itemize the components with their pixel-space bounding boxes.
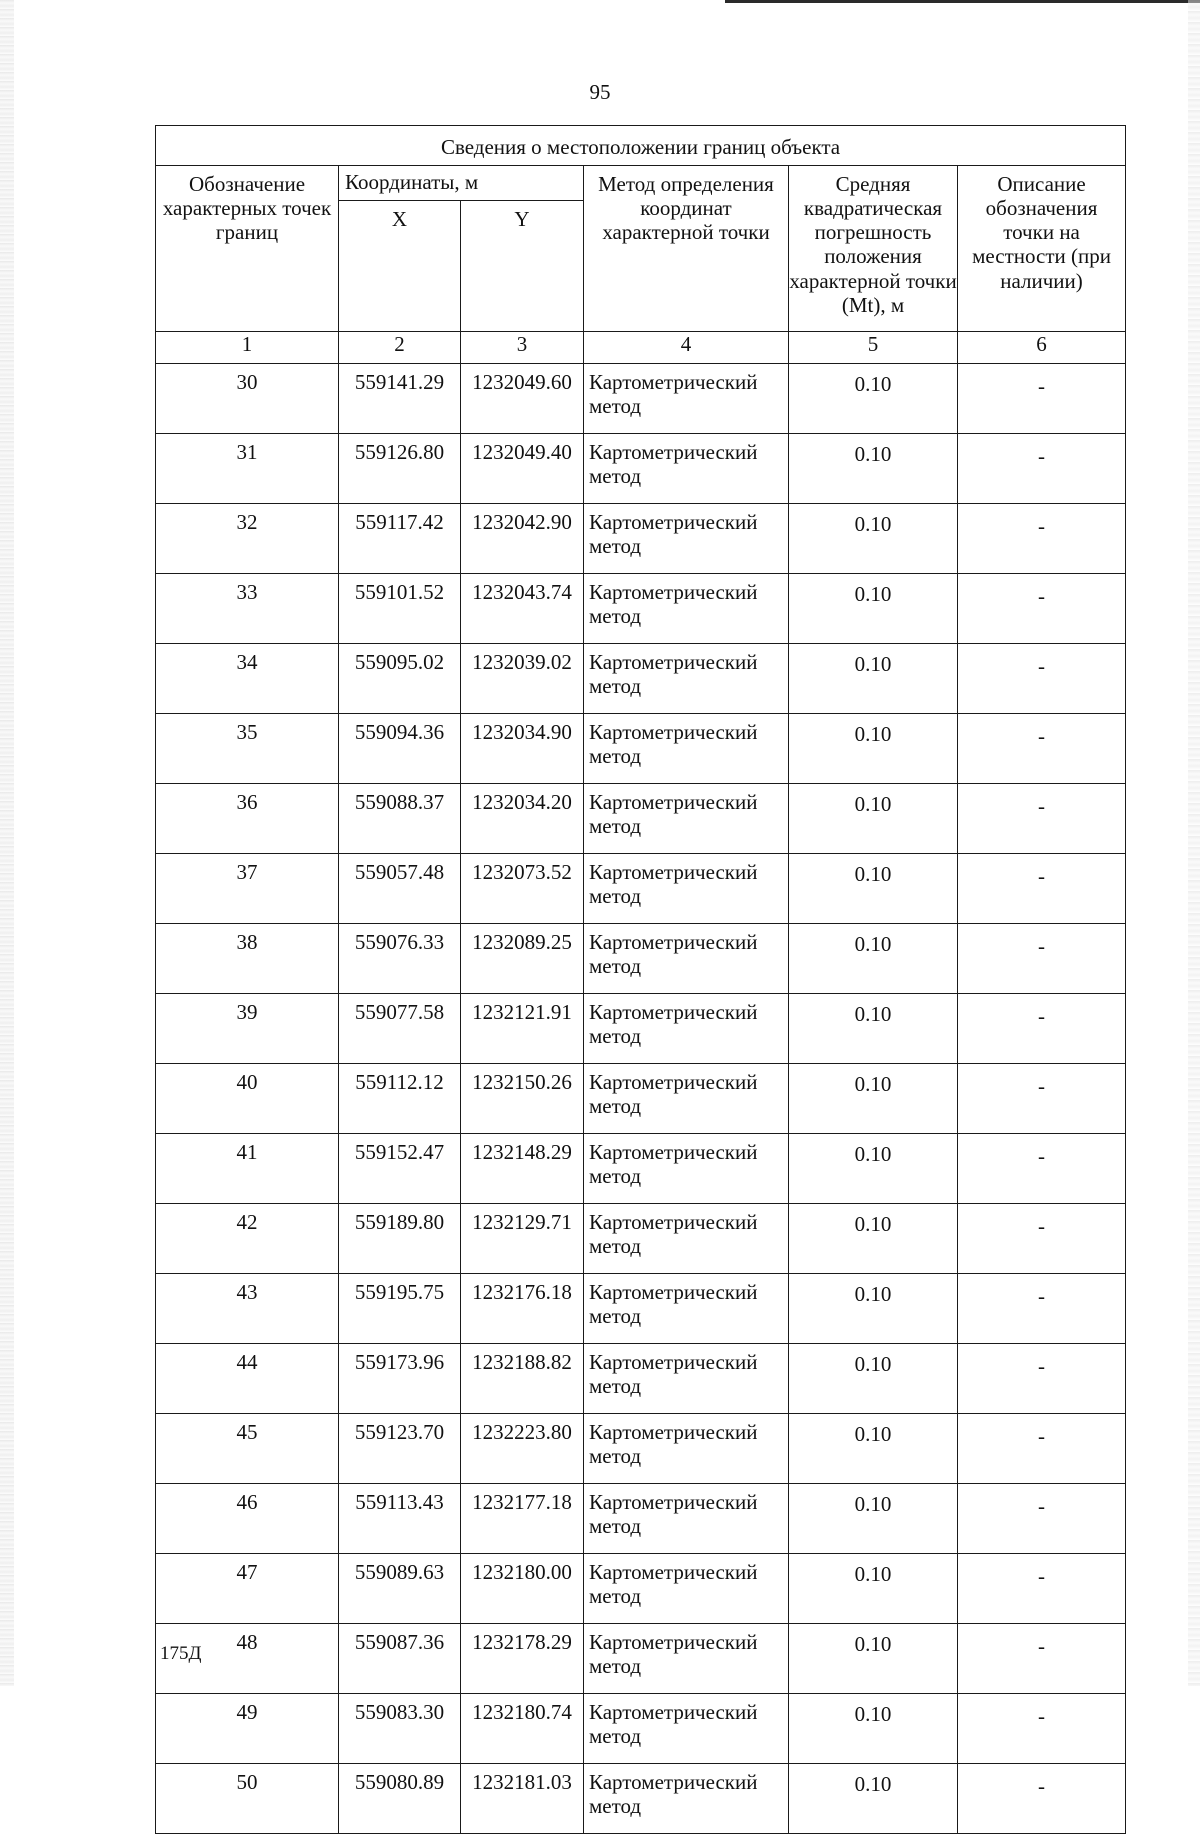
x-coordinate-cell: 559088.37 [339, 784, 461, 854]
table-row [156, 1134, 1126, 1204]
header-coordinates: Координаты, м [339, 166, 584, 201]
column-number: 3 [461, 332, 584, 364]
method-cell [584, 1554, 789, 1624]
method-cell [584, 1064, 789, 1134]
point-cell: 38 [156, 924, 339, 994]
point-cell: 44 [156, 1344, 339, 1414]
x-coordinate-cell: 559083.30 [339, 1694, 461, 1764]
x-coordinate-cell: 559057.48 [339, 854, 461, 924]
x-coordinate-cell: 559126.80 [339, 434, 461, 504]
description-cell: - [958, 1554, 1126, 1624]
error-cell: 0.10 [789, 1414, 958, 1484]
method-line-2: метод [589, 464, 642, 489]
table-row [156, 714, 1126, 784]
description-cell: - [958, 1764, 1126, 1834]
table-body [156, 126, 1126, 1834]
method-line-1: Картометрический [589, 1000, 758, 1024]
description-cell: - [958, 1204, 1126, 1274]
method-line-2: метод [589, 1584, 642, 1609]
method-cell [584, 1764, 789, 1834]
method-line-1: Картометрический [589, 1770, 758, 1794]
point-cell: 36 [156, 784, 339, 854]
method-line-1: Картометрический [589, 510, 758, 534]
method-line-2: метод [589, 1724, 642, 1749]
method-cell [584, 854, 789, 924]
header-y: Y [461, 201, 584, 332]
x-coordinate-cell: 559173.96 [339, 1344, 461, 1414]
header-error: Средняя квадратическая погрешность положения характерной точки (Mt), м [789, 166, 958, 332]
description-cell: - [958, 1064, 1126, 1134]
y-coordinate-cell: 1232188.82 [461, 1344, 584, 1414]
scan-left-edge-noise [0, 0, 14, 1686]
point-cell: 49 [156, 1694, 339, 1764]
x-coordinate-cell: 559112.12 [339, 1064, 461, 1134]
method-line-1: Картометрический [589, 930, 758, 954]
boundary-coordinates-table [155, 125, 1126, 1834]
method-cell [584, 1344, 789, 1414]
y-coordinate-cell: 1232042.90 [461, 504, 584, 574]
point-cell: 48 [156, 1624, 339, 1694]
method-cell [584, 434, 789, 504]
method-line-2: метод [589, 814, 642, 839]
error-cell: 0.10 [789, 1274, 958, 1344]
table-row [156, 1764, 1126, 1834]
y-coordinate-cell: 1232034.20 [461, 784, 584, 854]
description-cell: - [958, 1274, 1126, 1344]
method-line-2: метод [589, 1374, 642, 1399]
point-cell: 43 [156, 1274, 339, 1344]
method-cell [584, 1204, 789, 1274]
error-cell: 0.10 [789, 1554, 958, 1624]
column-number: 4 [584, 332, 789, 364]
table-row [156, 1274, 1126, 1344]
header-description: Описание обозначения точки на местности (при наличии) [958, 166, 1126, 332]
method-cell [584, 1624, 789, 1694]
method-line-2: метод [589, 1234, 642, 1259]
point-cell: 32 [156, 504, 339, 574]
method-cell [584, 784, 789, 854]
point-cell: 34 [156, 644, 339, 714]
table-row [156, 1204, 1126, 1274]
x-coordinate-cell: 559141.29 [339, 364, 461, 434]
method-cell [584, 644, 789, 714]
point-cell: 39 [156, 994, 339, 1064]
method-cell [584, 574, 789, 644]
table-row [156, 1344, 1126, 1414]
y-coordinate-cell: 1232181.03 [461, 1764, 584, 1834]
table-row [156, 1484, 1126, 1554]
method-cell [584, 1134, 789, 1204]
error-cell: 0.10 [789, 1134, 958, 1204]
error-cell: 0.10 [789, 1204, 958, 1274]
description-cell: - [958, 784, 1126, 854]
method-line-2: метод [589, 1514, 642, 1539]
method-line-2: метод [589, 1094, 642, 1119]
y-coordinate-cell: 1232177.18 [461, 1484, 584, 1554]
error-cell: 0.10 [789, 1484, 958, 1554]
method-line-2: метод [589, 604, 642, 629]
method-line-2: метод [589, 1654, 642, 1679]
description-cell: - [958, 924, 1126, 994]
description-cell: - [958, 364, 1126, 434]
error-cell: 0.10 [789, 1764, 958, 1834]
description-cell: - [958, 1414, 1126, 1484]
point-cell: 40 [156, 1064, 339, 1134]
method-cell [584, 994, 789, 1064]
method-line-1: Картометрический [589, 1490, 758, 1514]
table-row [156, 784, 1126, 854]
description-cell: - [958, 1694, 1126, 1764]
x-coordinate-cell: 559077.58 [339, 994, 461, 1064]
method-line-2: метод [589, 1794, 642, 1819]
point-cell: 37 [156, 854, 339, 924]
table-row [156, 1414, 1126, 1484]
table-row [156, 1064, 1126, 1134]
y-coordinate-cell: 1232034.90 [461, 714, 584, 784]
x-coordinate-cell: 559189.80 [339, 1204, 461, 1274]
y-coordinate-cell: 1232150.26 [461, 1064, 584, 1134]
y-coordinate-cell: 1232121.91 [461, 994, 584, 1064]
y-coordinate-cell: 1232049.40 [461, 434, 584, 504]
method-cell [584, 714, 789, 784]
error-cell: 0.10 [789, 784, 958, 854]
description-cell: - [958, 574, 1126, 644]
table-row [156, 574, 1126, 644]
table-row [156, 644, 1126, 714]
y-coordinate-cell: 1232176.18 [461, 1274, 584, 1344]
method-line-1: Картометрический [589, 1280, 758, 1304]
y-coordinate-cell: 1232180.74 [461, 1694, 584, 1764]
x-coordinate-cell: 559117.42 [339, 504, 461, 574]
x-coordinate-cell: 559089.63 [339, 1554, 461, 1624]
method-line-2: метод [589, 394, 642, 419]
method-line-2: метод [589, 1444, 642, 1469]
method-line-1: Картометрический [589, 1630, 758, 1654]
method-line-2: метод [589, 954, 642, 979]
method-line-1: Картометрический [589, 1350, 758, 1374]
point-cell: 45 [156, 1414, 339, 1484]
description-cell: - [958, 1134, 1126, 1204]
y-coordinate-cell: 1232129.71 [461, 1204, 584, 1274]
error-cell: 0.10 [789, 854, 958, 924]
method-cell [584, 504, 789, 574]
method-line-2: метод [589, 744, 642, 769]
x-coordinate-cell: 559076.33 [339, 924, 461, 994]
error-cell: 0.10 [789, 434, 958, 504]
method-line-1: Картометрический [589, 440, 758, 464]
column-number: 1 [156, 332, 339, 364]
table-row [156, 854, 1126, 924]
table-row [156, 504, 1126, 574]
column-number: 2 [339, 332, 461, 364]
y-coordinate-cell: 1232039.02 [461, 644, 584, 714]
table-row [156, 1624, 1126, 1694]
method-line-1: Картометрический [589, 580, 758, 604]
method-cell [584, 364, 789, 434]
x-coordinate-cell: 559087.36 [339, 1624, 461, 1694]
y-coordinate-cell: 1232223.80 [461, 1414, 584, 1484]
point-cell: 41 [156, 1134, 339, 1204]
x-coordinate-cell: 559152.47 [339, 1134, 461, 1204]
description-cell: - [958, 994, 1126, 1064]
scan-right-edge-noise [1188, 0, 1200, 1686]
header-x: X [339, 201, 461, 332]
method-line-1: Картометрический [589, 790, 758, 814]
column-number: 5 [789, 332, 958, 364]
error-cell: 0.10 [789, 714, 958, 784]
error-cell: 0.10 [789, 364, 958, 434]
y-coordinate-cell: 1232073.52 [461, 854, 584, 924]
document-code: 175Д [160, 1643, 202, 1664]
header-point: Обозначение характерных точек границ [156, 166, 339, 332]
method-cell [584, 1694, 789, 1764]
description-cell: - [958, 644, 1126, 714]
header-row-1 [156, 166, 1126, 201]
error-cell: 0.10 [789, 1064, 958, 1134]
table-row [156, 1694, 1126, 1764]
point-cell: 33 [156, 574, 339, 644]
error-cell: 0.10 [789, 994, 958, 1064]
x-coordinate-cell: 559195.75 [339, 1274, 461, 1344]
method-line-1: Картометрический [589, 1420, 758, 1444]
method-line-1: Картометрический [589, 370, 758, 394]
table-caption: Сведения о местоположении границ объекта [156, 126, 1126, 166]
method-line-2: метод [589, 674, 642, 699]
method-line-1: Картометрический [589, 650, 758, 674]
description-cell: - [958, 1344, 1126, 1414]
page-number: 95 [589, 80, 611, 104]
caption-row [156, 126, 1126, 166]
table-row [156, 434, 1126, 504]
method-cell [584, 1484, 789, 1554]
error-cell: 0.10 [789, 504, 958, 574]
x-coordinate-cell: 559101.52 [339, 574, 461, 644]
method-line-1: Картометрический [589, 720, 758, 744]
y-coordinate-cell: 1232043.74 [461, 574, 584, 644]
point-cell: 47 [156, 1554, 339, 1624]
x-coordinate-cell: 559094.36 [339, 714, 461, 784]
method-cell [584, 924, 789, 994]
description-cell: - [958, 854, 1126, 924]
error-cell: 0.10 [789, 924, 958, 994]
x-coordinate-cell: 559113.43 [339, 1484, 461, 1554]
x-coordinate-cell: 559080.89 [339, 1764, 461, 1834]
column-number-row [156, 332, 1126, 364]
y-coordinate-cell: 1232180.00 [461, 1554, 584, 1624]
method-line-2: метод [589, 1164, 642, 1189]
description-cell: - [958, 1484, 1126, 1554]
method-cell [584, 1414, 789, 1484]
error-cell: 0.10 [789, 1344, 958, 1414]
method-line-1: Картометрический [589, 1140, 758, 1164]
method-line-2: метод [589, 534, 642, 559]
method-cell [584, 1274, 789, 1344]
method-line-1: Картометрический [589, 1560, 758, 1584]
point-cell: 50 [156, 1764, 339, 1834]
description-cell: - [958, 434, 1126, 504]
method-line-2: метод [589, 884, 642, 909]
method-line-2: метод [589, 1304, 642, 1329]
method-line-2: метод [589, 1024, 642, 1049]
method-line-1: Картометрический [589, 1210, 758, 1234]
description-cell: - [958, 504, 1126, 574]
table-row [156, 1554, 1126, 1624]
method-line-1: Картометрический [589, 860, 758, 884]
method-line-1: Картометрический [589, 1070, 758, 1094]
x-coordinate-cell: 559123.70 [339, 1414, 461, 1484]
error-cell: 0.10 [789, 644, 958, 714]
header-method: Метод определения координат характерной точки [584, 166, 789, 332]
description-cell: - [958, 714, 1126, 784]
point-cell: 31 [156, 434, 339, 504]
error-cell: 0.10 [789, 574, 958, 644]
scan-top-edge-line [725, 0, 1200, 3]
point-cell: 35 [156, 714, 339, 784]
table-row [156, 364, 1126, 434]
error-cell: 0.10 [789, 1694, 958, 1764]
table-row [156, 994, 1126, 1064]
point-cell: 46 [156, 1484, 339, 1554]
y-coordinate-cell: 1232049.60 [461, 364, 584, 434]
column-number: 6 [958, 332, 1126, 364]
x-coordinate-cell: 559095.02 [339, 644, 461, 714]
error-cell: 0.10 [789, 1624, 958, 1694]
point-cell: 42 [156, 1204, 339, 1274]
y-coordinate-cell: 1232089.25 [461, 924, 584, 994]
description-cell: - [958, 1624, 1126, 1694]
point-cell: 30 [156, 364, 339, 434]
y-coordinate-cell: 1232178.29 [461, 1624, 584, 1694]
y-coordinate-cell: 1232148.29 [461, 1134, 584, 1204]
method-line-1: Картометрический [589, 1700, 758, 1724]
table-row [156, 924, 1126, 994]
